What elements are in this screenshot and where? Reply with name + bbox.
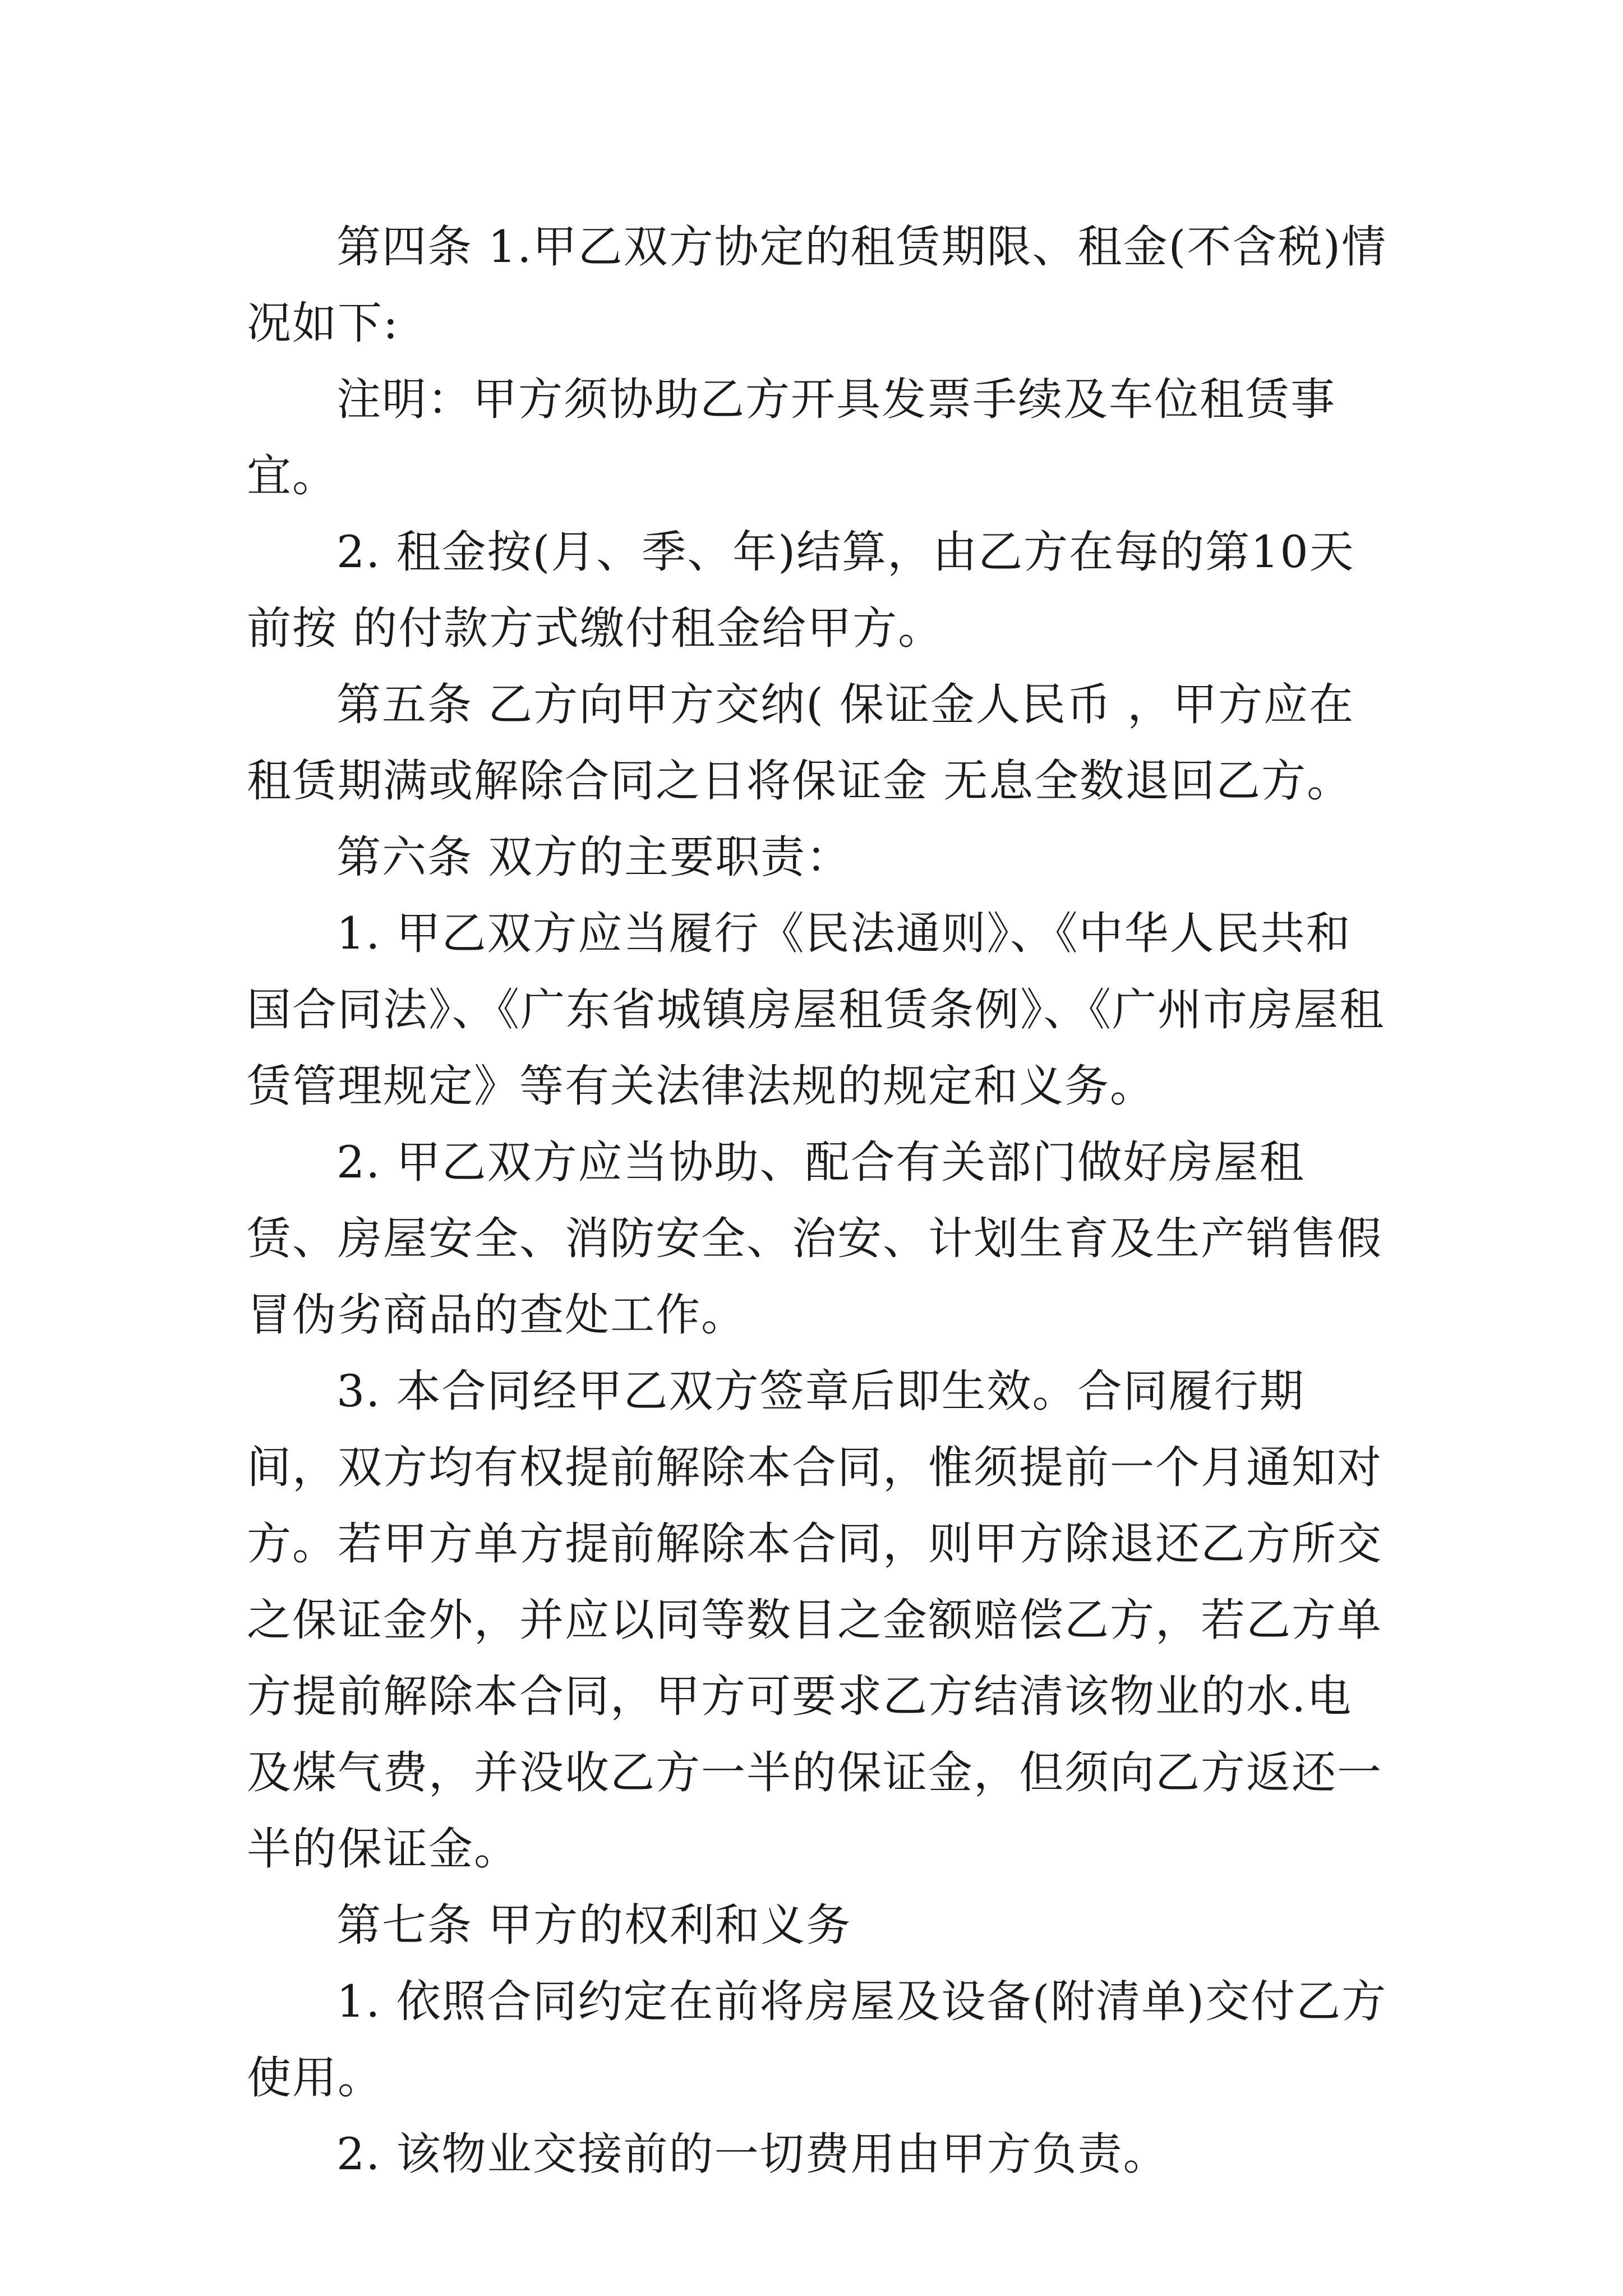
article-5-paragraph: 第五条 乙方向甲方交纳( 保证金人民币 ，甲方应在租赁期满或解除合同之日将保证金 无息全数退回乙方。 [247, 679, 1355, 807]
document-body [247, 209, 1391, 2192]
article-4-paragraph: 第四条 1.甲乙双方协定的租赁期限、租金(不含税)情况如下: [247, 221, 1387, 349]
note-paragraph: 注明：甲方须协助乙方开具发票手续及车位租赁事宜。 [247, 374, 1336, 501]
article-7-item-1: 1. 依照合同约定在前将房屋及设备(附清单)交付乙方使用。 [247, 1976, 1387, 2104]
article-6-item-1: 1. 甲乙双方应当履行《民法通则》、《中华人民共和国合同法》、《广东省城镇房屋租赁条例》、《广州市房屋租赁管理规定》等有关法律法规的规定和义务。 [247, 908, 1385, 1112]
article-6-heading: 第六条 双方的主要职责： [336, 831, 852, 883]
article-6-item-3: 3. 本合同经甲乙双方签章后即生效。合同履行期间，双方均有权提前解除本合同，惟须提前一个月通知对方。若甲方单方提前解除本合同，则甲方除退还乙方所交之保证金外，并应以同等数目之金额赔偿乙方，若乙方单方提前解除本合同，甲方可要求乙方结清该物业的水.电及煤气费，并没收乙方一半的保证金，但须向乙方返还一半的保证金。 [247, 1365, 1382, 1875]
article-6-item-2: 2. 甲乙双方应当协助、配合有关部门做好房屋租赁、房屋安全、消防安全、治安、计划生育及生产销售假冒伪劣商品的查处工作。 [247, 1137, 1382, 1341]
article-7-item-2: 2. 该物业交接前的一切费用由甲方负责。 [336, 2128, 1169, 2180]
article-7-heading: 第七条 甲方的权利和义务 [336, 1899, 852, 1951]
rent-settlement-paragraph: 2. 租金按(月、季、年)结算，由乙方在每的第10天前按 的付款方式缴付租金给甲方。 [247, 526, 1355, 654]
